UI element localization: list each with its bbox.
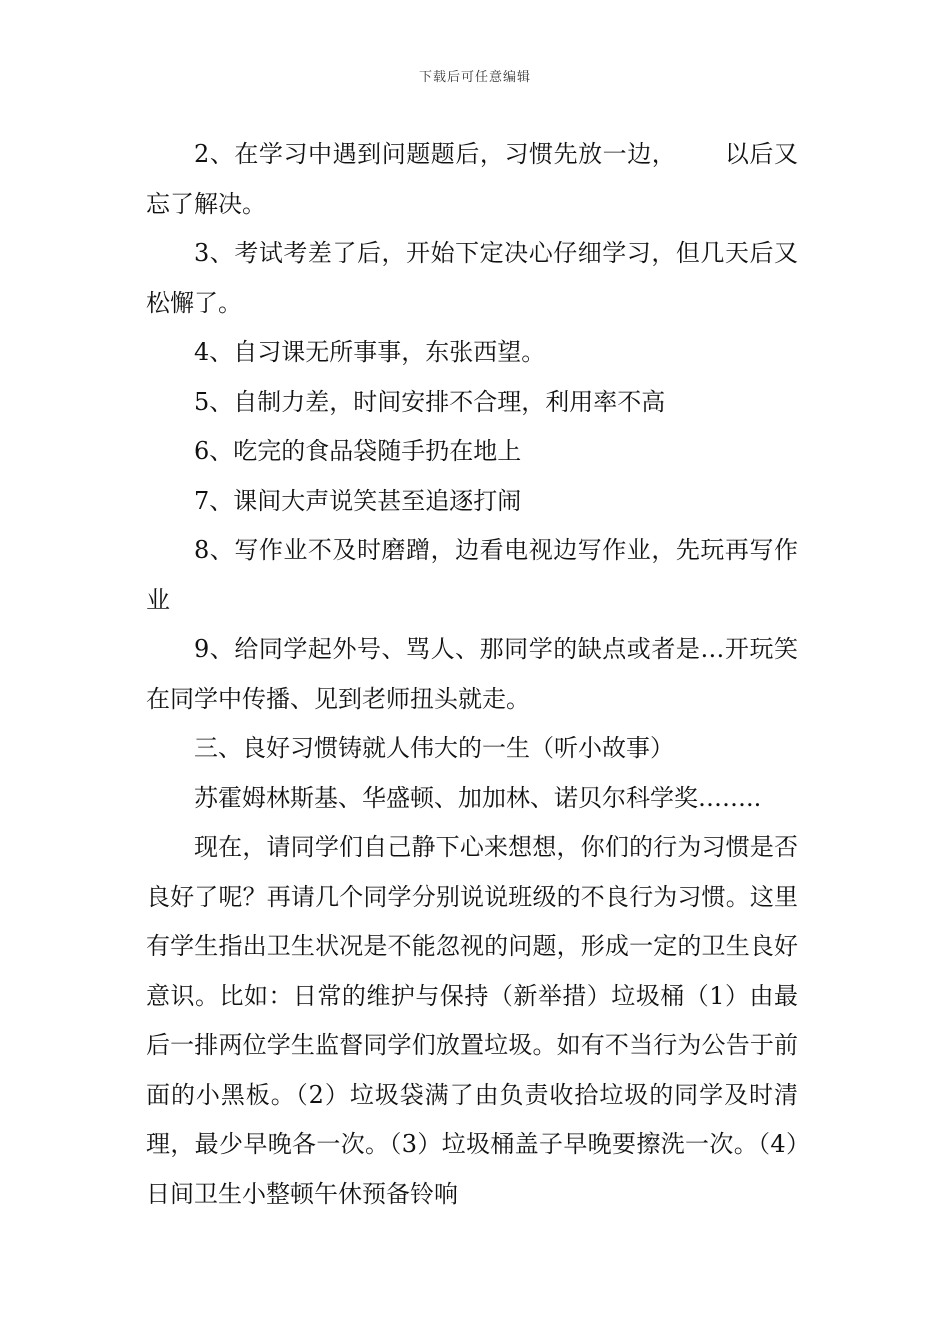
body-paragraph: 现在，请同学们自己静下心来想想，你们的行为习惯是否良好了呢？再请几个同学分别说说班级的不良行为习惯。这里有学生指出卫生状况是不能忽视的问题，形成一定的卫生良好意识。比如：日常的维护与保持（新举措）垃圾桶（1）由最后一排两位学生监督同学们放置垃圾。如有不当行为公告于前面的小黑板。（2）垃圾袋满了由负责收拾垃圾的同学及时清理，最少早晚各一次。（3）垃圾桶盖子早晚要擦洗一次。（4）日间卫生小整顿午休预备铃响 — [146, 833, 798, 1208]
section-heading: 三、良好习惯铸就人伟大的一生（听小故事） — [194, 734, 674, 762]
paragraph-item-2 — [146, 130, 798, 229]
paragraph-item-7: 7、课间大声说笑甚至追逐打闹 — [194, 486, 522, 515]
paragraph-item-6: 6、吃完的食品袋随手扔在地上 — [194, 437, 522, 465]
paragraph-text: 2、在学习中遇到问题题后，习惯先放一边， — [194, 140, 677, 168]
paragraph-item-5: 5、自制力差，时间安排不合理，利用率不高 — [194, 387, 666, 416]
paragraph-item-8: 8、写作业不及时磨蹭，边看电视边写作业，先玩再写作业 — [146, 536, 798, 614]
paragraph-item-3: 3、考试考差了后，开始下定决心仔细学习，但几天后又松懈了。 — [146, 239, 798, 317]
page-header: 下载后可任意编辑 — [418, 70, 531, 85]
paragraph-text: 以后又忘了解决。 — [146, 140, 798, 218]
paragraph-item-9: 9、给同学起外号、骂人、那同学的缺点或者是…开玩笑在同学中传播、见到老师扭头就走。 — [146, 635, 798, 713]
example-names-paragraph: 苏霍姆林斯基、华盛顿、加加林、诺贝尔科学奖…….. — [194, 783, 762, 812]
paragraph-item-4: 4、自习课无所事事，东张西望。 — [194, 338, 546, 366]
document-body — [146, 130, 798, 1219]
